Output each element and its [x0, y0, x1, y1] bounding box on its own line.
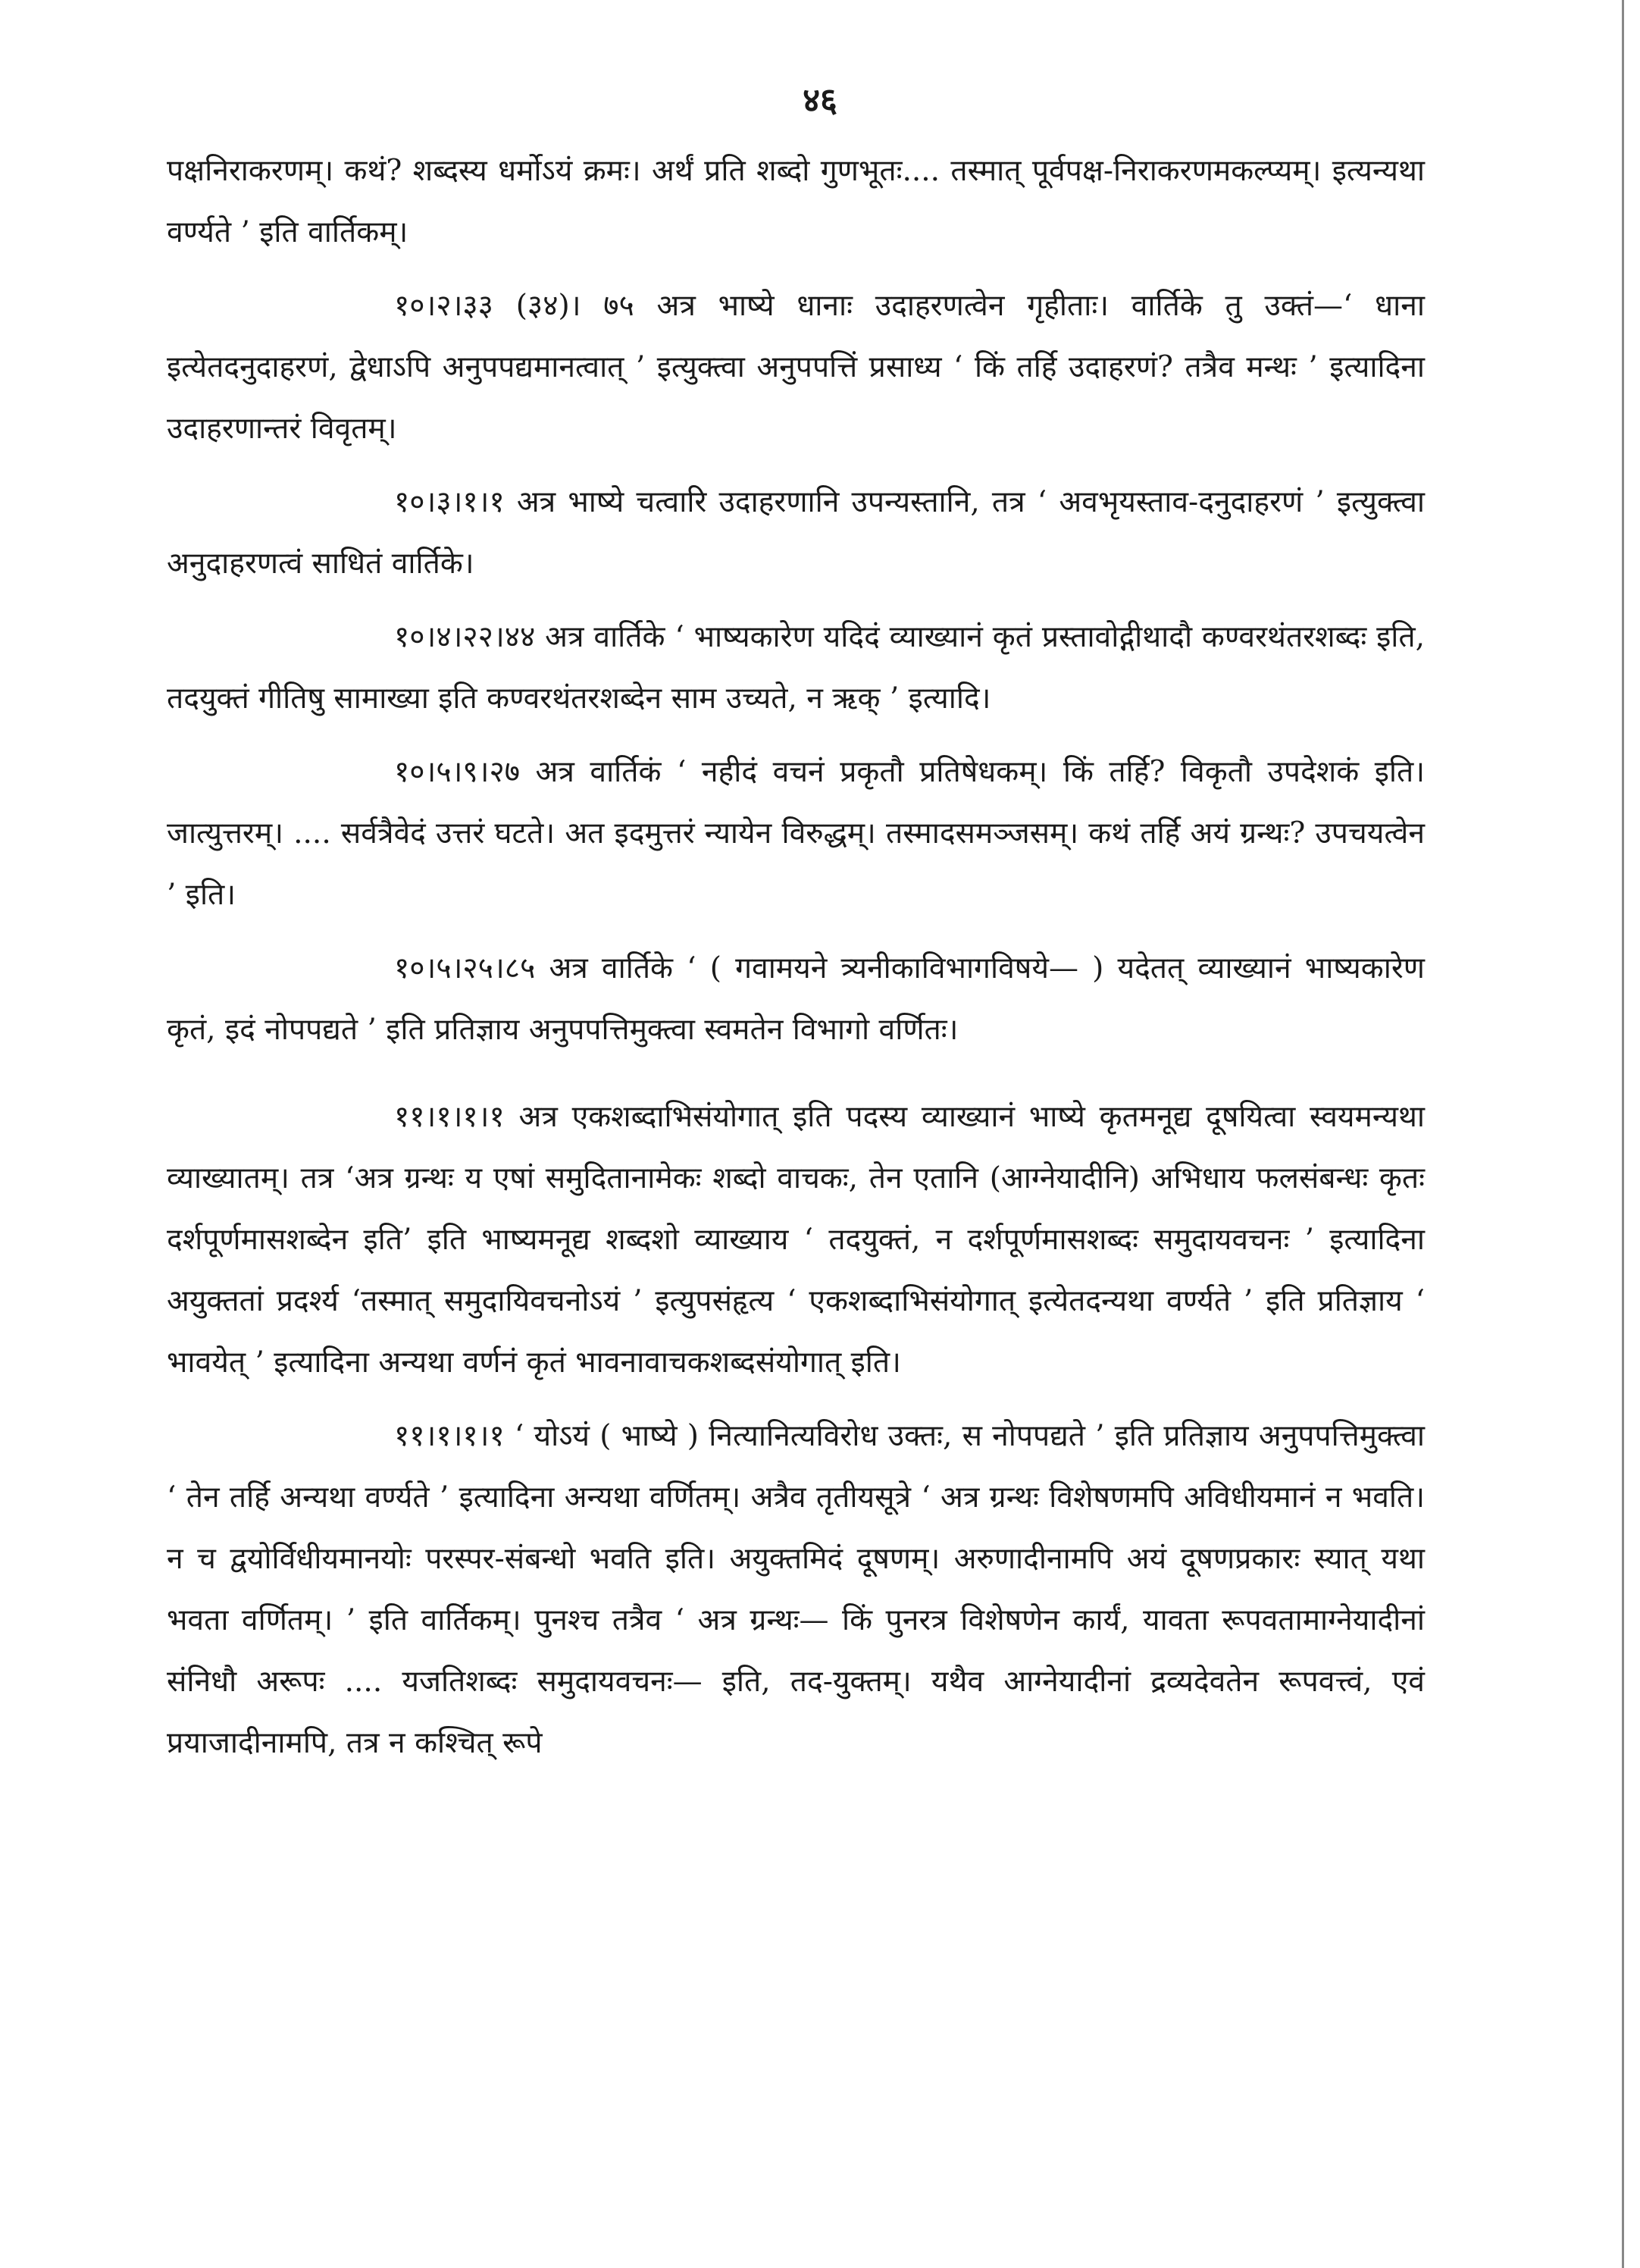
- paragraph-2: १०।२।३३ (३४)। ७५ अत्र भाष्ये धानाः उदाहरणत्वेन गृहीताः। वार्तिके तु उक्तं—‘ धाना इत्येतदनुदाहरणं, द्वेधाऽपि अनुपपद्यमानत्वात् ’ इत्युक्त्वा अनुपपत्तिं प्रसाध्य ‘ किं तर्हि उदाहरणं? तत्रैव मन्थः ’ इत्यादिना उदाहरणान्तरं विवृतम्।: [167, 289, 1425, 446]
- page-body: [167, 140, 1425, 1786]
- paragraph-8: ११।१।१।१ ‘ योऽयं ( भाष्ये ) नित्यानित्यविरोध उक्तः, स नोपपद्यते ’ इति प्रतिज्ञाय अनुपपत्तिमुक्त्वा ‘ तेन तर्हि अन्यथा वर्ण्यते ’ इत्यादिना अन्यथा वर्णितम्। अत्रैव तृतीयसूत्रे ‘ अत्र ग्रन्थः विशेषणमपि अविधीयमानं न भवति। न च द्वयोर्विधीयमानयोः परस्पर-संबन्धो भवति इति। अयुक्तमिदं दूषणम्। अरुणादीनामपि अयं दूषणप्रकारः स्यात् यथा भवता वर्णितम्। ’ इति वार्तिकम्। पुनश्च तत्रैव ‘ अत्र ग्रन्थः— किं पुनरत्र विशेषणेन कार्यं, यावता रूपवतामाग्नेयादीनां संनिधौ अरूपः .... यजतिशब्दः समुदायवचनः— इति, तद-युक्तम्। यथैव आग्नेयादीनां द्रव्यदेवतेन रूपवत्त्वं, एवं प्रयाजादीनामपि, तत्र न कश्चित् रूपे: [167, 1419, 1425, 1760]
- paragraph-4: १०।४।२२।४४ अत्र वार्तिके ‘ भाष्यकारेण यदिदं व्याख्यानं कृतं प्रस्तावोद्गीथादौ कण्वरथंतरशब्दः इति, तदयुक्तं गीतिषु सामाख्या इति कण्वरथंतरशब्देन साम उच्यते, न ऋक् ’ इत्यादि।: [167, 620, 1425, 716]
- page-number: ४६: [803, 81, 837, 120]
- paragraph-5: १०।५।९।२७ अत्र वार्तिकं ‘ नहीदं वचनं प्रकृतौ प्रतिषेधकम्। किं तर्हि? विकृतौ उपदेशकं इति। जात्युत्तरम्। .... सर्वत्रैवेदं उत्तरं घटते। अत इदमुत्तरं न्यायेन विरुद्धम्। तस्मादसमञ्जसम्। कथं तर्हि अयं ग्रन्थः? उपचयत्वेन ’ इति।: [167, 755, 1425, 912]
- paragraph-7: ११।१।१।१ अत्र एकशब्दाभिसंयोगात् इति पदस्य व्याख्यानं भाष्ये कृतमनूद्य दूषयित्वा स्वयमन्यथा व्याख्यातम्। तत्र ‘अत्र ग्रन्थः य एषां समुदितानामेकः शब्दो वाचकः, तेन एतानि (आग्नेयादीनि) अभिधाय फलसंबन्धः कृतः दर्शपूर्णमासशब्देन इति’ इति भाष्यमनूद्य शब्दशो व्याख्याय ‘ तदयुक्तं, न दर्शपूर्णमासशब्दः समुदायवचनः ’ इत्यादिना अयुक्ततां प्रदर्श्य ‘तस्मात् समुदायिवचनोऽयं ’ इत्युपसंहृत्य ‘ एकशब्दाभिसंयोगात् इत्येतदन्यथा वर्ण्यते ’ इति प्रतिज्ञाय ‘ भावयेत् ’ इत्यादिना अन्यथा वर्णनं कृतं भावनावाचकशब्दसंयोगात् इति।: [167, 1100, 1425, 1380]
- paragraph-1: पक्षनिराकरणम्। कथं? शब्दस्य धर्मोऽयं क्रमः। अर्थं प्रति शब्दो गुणभूतः.... तस्मात् पूर्वपक्ष-निराकरणमकल्प्यम्। इत्यन्यथा वर्ण्यते ’ इति वार्तिकम्।: [167, 154, 1425, 249]
- page-margin-line: [1622, 0, 1624, 2268]
- paragraph-3: १०।३।१।१ अत्र भाष्ये चत्वारि उदाहरणानि उपन्यस्तानि, तत्र ‘ अवभृयस्ताव-दनुदाहरणं ’ इत्युक्त्वा अनुदाहरणत्वं साधितं वार्तिके।: [167, 485, 1425, 581]
- paragraph-6: १०।५।२५।८५ अत्र वार्तिके ‘ ( गवामयने त्र्यनीकाविभागविषये— ) यदेतत् व्याख्यानं भाष्यकारेण कृतं, इदं नोपपद्यते ’ इति प्रतिज्ञाय अनुपपत्तिमुक्त्वा स्वमतेन विभागो वर्णितः।: [167, 951, 1425, 1047]
- section-gap: [167, 1073, 1425, 1086]
